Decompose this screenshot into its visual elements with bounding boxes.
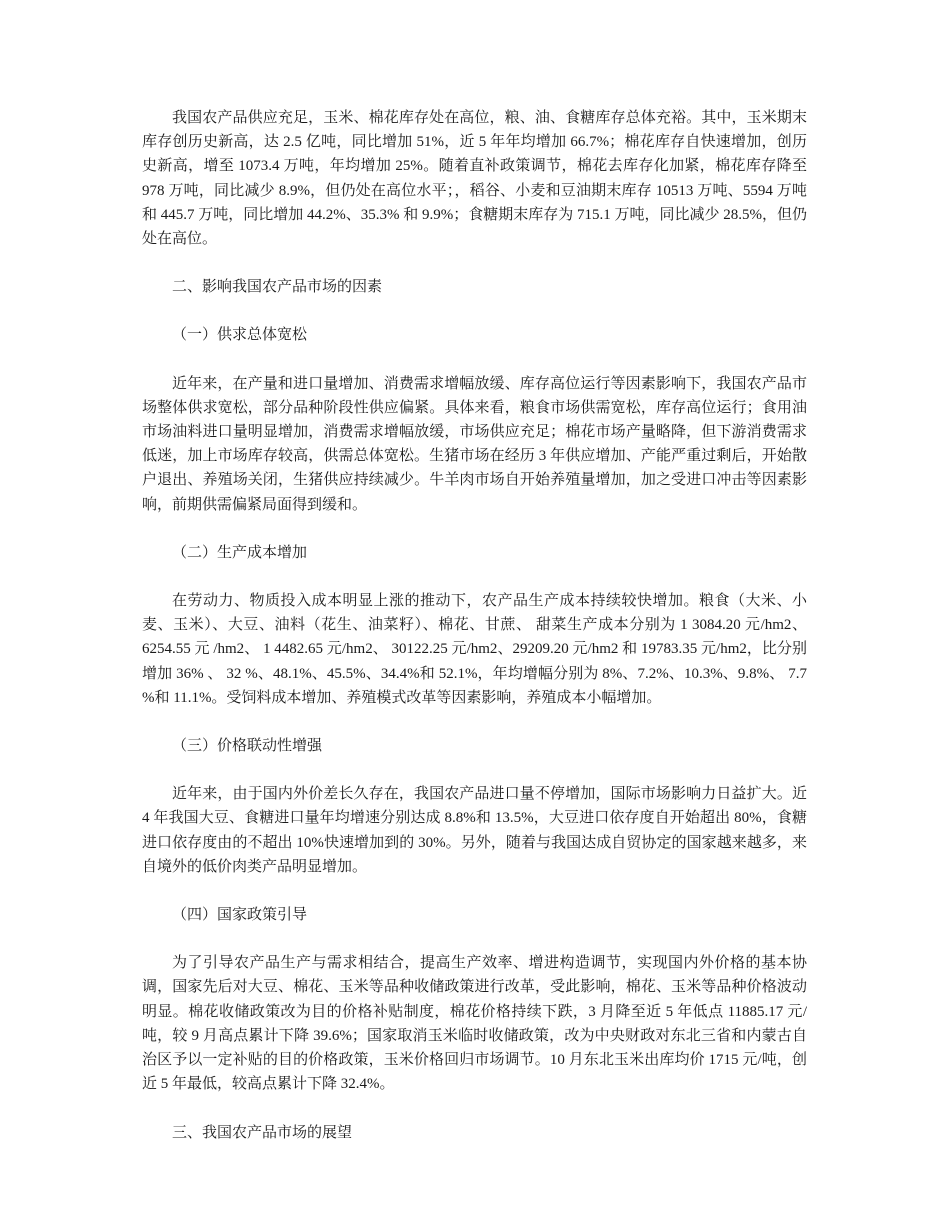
subsection-heading-price-linkage: （三）价格联动性增强 [172,738,323,755]
section-heading-outlook: 三、我国农产品市场的展望 [172,1124,353,1141]
section-heading-factors: 二、影响我国农产品市场的因素 [172,279,383,296]
subsection-heading-policy: （四）国家政策引导 [172,907,308,924]
document-page [142,106,807,1145]
spacer [142,348,807,372]
paragraph-production-cost: 在劳动力、物质投入成本明显上涨的推动下，农产品生产成本持续较快增加。粮食（大米、小麦、玉米）、大豆、油料（花生、油菜籽）、棉花、甘蔗、 甜菜生产成本分别为 1 3084.20 元/hm2、6254.55 元 /hm2、 1 4482.65 元/hm2、 30122.25 元/hm2、29209.20 元/hm2 和 19783.35 元/hm2，比分别增加 36% 、 32 %、48.1%、45.5%、34.4%和 52.1%，年均增幅分别为 8%、7.2%、10.3%、9.8%、 7.7 %和 11.1%。受饲料成本增加、养殖模式改革等因素影响，养殖成本小幅增加。 [142,593,807,706]
spacer [142,879,807,903]
paragraph-inventory: 我国农产品供应充足，玉米、棉花库存处在高位，粮、油、食糖库存总体充裕。其中，玉米期末库存创历史新高，达 2.5 亿吨，同比增加 51%，近 5 年年均增加 66.7%；棉花库存自快速增加，创历史新高，增至 1073.4 万吨，年均增加 25%。随着直补政策调节，棉花去库存化加紧，棉花库存降至 978 万吨，同比减少 8.9%，但仍处在高位水平；，稻谷、小麦和豆油期末库存 10513 万吨、5594 万吨和 445.7 万吨，同比增加 44.2%、35.3% 和 9.9%；食糖期末库存为 715.1 万吨，同比减少 28.5%，但仍处在高位。 [142,110,807,248]
paragraph-policy: 为了引导农产品生产与需求相结合，提高生产效率、增进构造调节，实现国内外价格的基本协调，国家先后对大豆、棉花、玉米等品种收储政策进行改革，受此影响，棉花、玉米等品种价格波动明显。棉花收储政策改为目的价格补贴制度，棉花价格持续下跌，3 月降至近 5 年低点 11885.17 元/吨，较 9 月高点累计下降 39.6%；国家取消玉米临时收储政策，改为中央财政对东北三省和内蒙古自治区予以一定补贴的目的价格政策，玉米价格回归市场调节。10 月东北玉米出库均价 1715 元/吨，创近 5 年最低，较高点累计下降 32.4%。 [142,955,807,1093]
spacer [142,517,807,541]
paragraph-price-linkage: 近年来，由于国内外价差长久存在，我国农产品进口量不停增加，国际市场影响力日益扩大。近 4 年我国大豆、食糖进口量年均增速分别达成 8.8%和 13.5%，大豆进口依存度自开始超出 80%，食糖进口依存度由的不超出 10%快速增加到的 30%。另外，随着与我国达成自贸协定的国家越来越多，来自境外的低价肉类产品明显增加。 [142,786,807,875]
spacer [142,927,807,951]
subsection-heading-production-cost: （二）生产成本增加 [172,544,308,561]
spacer [142,758,807,782]
spacer [142,251,807,275]
paragraph-supply-demand: 近年来，在产量和进口量增加、消费需求增幅放缓、库存高位运行等因素影响下，我国农产品市场整体供求宽松，部分品种阶段性供应偏紧。具体来看，粮食市场供需宽松，库存高位运行；食用油市场油料进口量明显增加，消费需求增幅放缓，市场供应充足；棉花市场产量略降，但下游消费需求低迷，加上市场库存较高，供需总体宽松。生猪市场在经历 3 年供应增加、产能严重过剩后，开始散户退出、养殖场关闭，生猪供应持续减少。牛羊肉市场自开始养殖量增加，加之受进口冲击等因素影响，前期供需偏紧局面得到缓和。 [142,375,807,513]
subsection-heading-supply-demand: （一）供求总体宽松 [172,327,308,344]
spacer [142,299,807,323]
spacer [142,565,807,589]
spacer [142,710,807,734]
spacer [142,1097,807,1121]
